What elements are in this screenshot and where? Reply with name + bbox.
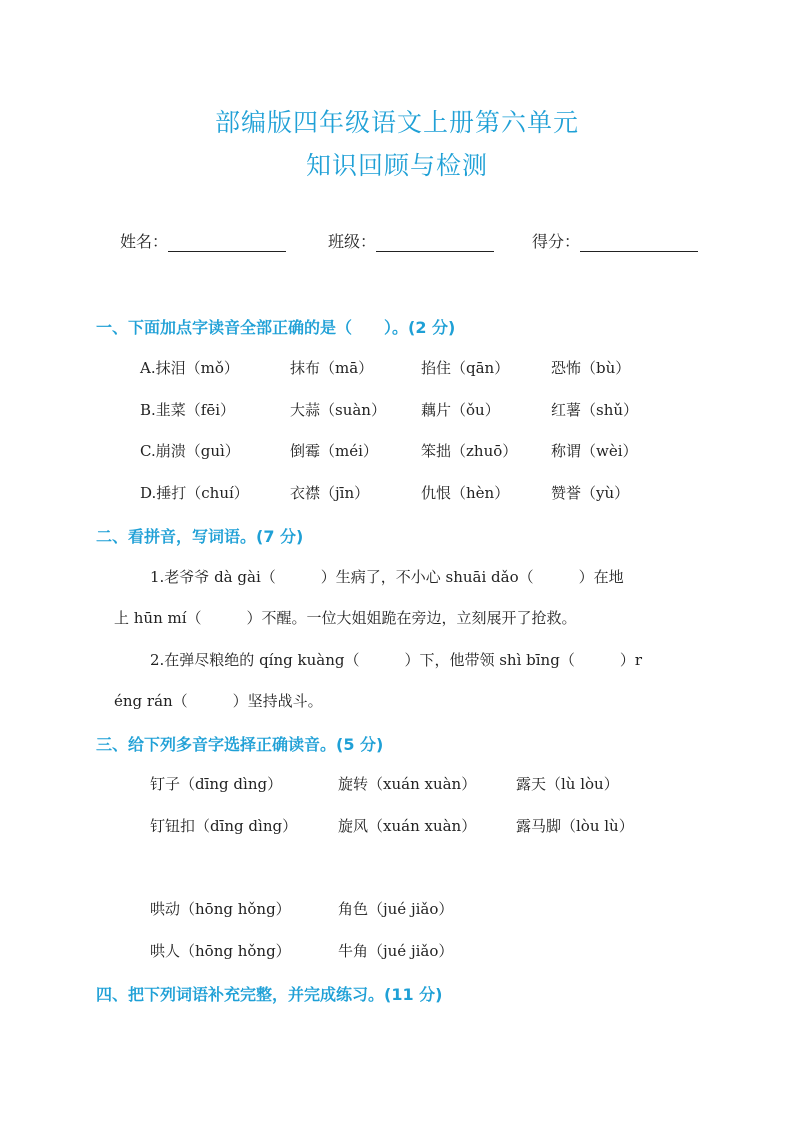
q3-item: 钉钮扣（dīng dìng） [150,817,298,835]
q1-option-word: 藕片（ǒu） [421,401,500,419]
q1-option-word: 倒霉（méi） [290,442,378,460]
page-title: 部编版四年级语文上册第六单元 [214,108,579,137]
q3-item: 旋风（xuán xuàn） [338,817,477,835]
q2-line[interactable]: 2.在弹尽粮绝的 qíng kuàng（ ）下，他带领 shì bīng（ ）r [150,651,642,669]
q2-line[interactable]: 上 hūn mí（ ）不醒。一位大姐姐跪在旁边，立刻展开了抢救。 [114,609,577,627]
q1-option-word: 笨拙（zhuō） [421,442,518,460]
score-blank[interactable] [580,233,698,252]
score-label: 得分： [532,232,581,251]
q1-option-word: 仇恨（hèn） [421,484,510,502]
score-field[interactable] [532,229,698,252]
q1-option-word: B.韭菜（fēi） [140,401,236,419]
q1-option-word: 掐住（qān） [421,359,510,377]
q3-item: 钉子（dīng dìng） [150,775,283,793]
q4-heading: 四、把下列词语补充完整，并完成练习。(11 分) [96,985,443,1004]
q3-item: 露天（lù lòu） [516,775,619,793]
page-subtitle: 知识回顾与检测 [305,151,488,180]
q1-option-word: 抹布（mā） [290,359,374,377]
name-label: 姓名： [120,232,169,251]
q3-item: 露马脚（lòu lù） [516,817,634,835]
q1-option-word: A.抹泪（mǒ） [140,359,239,377]
q1-option-word: 赞誉（yù） [551,484,630,502]
q1-option-word: D.捶打（chuí） [140,484,249,502]
q1-option-word: 红薯（shǔ） [551,401,639,419]
q3-item: 角色（jué jiǎo） [338,900,454,918]
q2-heading: 二、看拼音，写词语。(7 分) [96,527,304,546]
class-field[interactable] [328,229,494,252]
class-label: 班级： [328,232,377,251]
q1-option-word: 衣襟（jīn） [290,484,370,502]
q1-option-word: C.崩溃（guì） [140,442,240,460]
q3-heading: 三、给下列多音字选择正确读音。(5 分) [96,735,384,754]
q3-item: 哄动（hōng hǒng） [150,900,291,918]
q1-option-word: 恐怖（bù） [551,359,631,377]
q3-item: 哄人（hōng hǒng） [150,942,291,960]
q2-line[interactable]: 1.老爷爷 dà gài（ ）生病了，不小心 shuāi dǎo（ ）在地 [150,568,624,586]
q3-item: 牛角（jué jiǎo） [338,942,454,960]
name-field[interactable] [120,229,286,252]
q2-line[interactable]: éng rán（ ）坚持战斗。 [114,692,323,710]
q1-heading: 一、下面加点字读音全部正确的是（ ）。(2 分) [96,318,456,337]
q1-option-word: 称谓（wèi） [551,442,638,460]
q3-item: 旋转（xuán xuàn） [338,775,477,793]
q1-option-word: 大蒜（suàn） [290,401,386,419]
class-blank[interactable] [376,233,494,252]
name-blank[interactable] [168,233,286,252]
